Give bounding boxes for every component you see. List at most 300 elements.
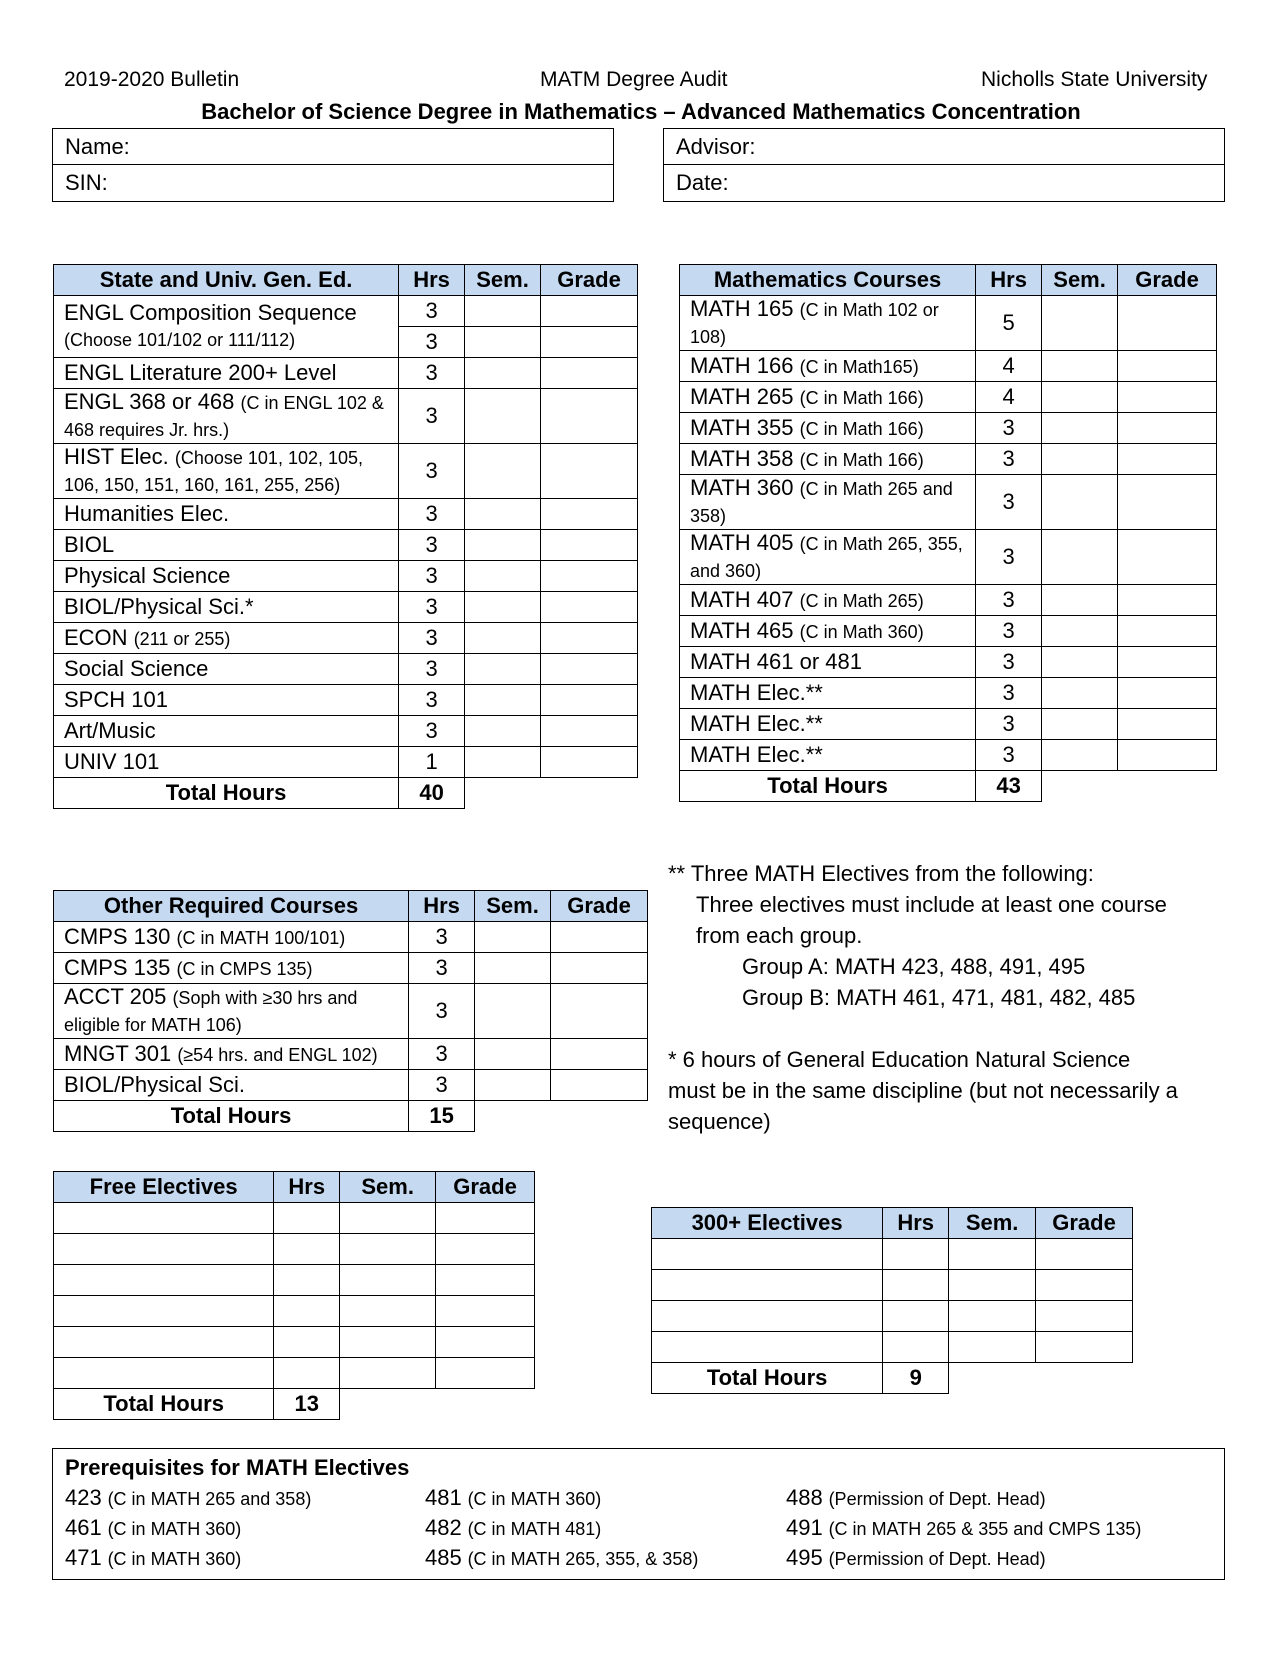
upper-grade-cell[interactable] — [1036, 1270, 1133, 1301]
gened-grade-cell[interactable] — [541, 389, 638, 444]
gened-hrs-cell: 3 — [399, 592, 465, 623]
table-row — [54, 358, 638, 389]
gened-course-cell — [54, 499, 399, 530]
gened-grade-cell[interactable] — [541, 685, 638, 716]
math-grade-cell[interactable] — [1118, 740, 1217, 771]
gened-grade-cell[interactable] — [541, 296, 638, 327]
free-grade-cell[interactable] — [436, 1358, 535, 1389]
other-header-course: Other Required Courses — [54, 891, 409, 922]
free-grade-cell[interactable] — [436, 1265, 535, 1296]
course-name: MATH 358 — [690, 446, 794, 471]
gened-sem-cell[interactable] — [465, 592, 541, 623]
course-note: (C in Math165) — [799, 357, 919, 377]
table-row — [54, 1358, 535, 1389]
table-row — [652, 1301, 1133, 1332]
math-sem-cell[interactable] — [1042, 647, 1118, 678]
course-name: Physical Science — [64, 563, 231, 588]
other-course-cell — [54, 1070, 409, 1101]
math-course-cell — [680, 647, 976, 678]
course-note: (211 or 255) — [133, 629, 231, 649]
course-name: Art/Music — [64, 718, 156, 743]
upper-hrs-cell[interactable] — [883, 1301, 949, 1332]
table-row — [54, 1265, 535, 1296]
university-name: Nicholls State University — [981, 68, 1208, 91]
free-hrs-cell[interactable] — [274, 1203, 340, 1234]
gened-total-value: 40 — [399, 778, 465, 809]
gened-hrs-cell: 3 — [399, 654, 465, 685]
other-grade-cell[interactable] — [551, 1039, 648, 1070]
course-name: UNIV 101 — [64, 749, 160, 774]
free-hrs-cell[interactable] — [274, 1234, 340, 1265]
free-total-value: 13 — [274, 1389, 340, 1420]
prereq-course-number: 495 — [786, 1545, 823, 1570]
table-row — [680, 616, 1217, 647]
gened-sem-cell[interactable] — [465, 499, 541, 530]
prereq-course-number: 471 — [65, 1545, 102, 1570]
name-field[interactable]: Name: — [53, 129, 613, 165]
math-sem-cell[interactable] — [1042, 351, 1118, 382]
free-grade-cell[interactable] — [436, 1234, 535, 1265]
gened-grade-cell[interactable] — [541, 530, 638, 561]
total-row — [680, 771, 1217, 802]
gened-grade-cell[interactable] — [541, 561, 638, 592]
course-name: ENGL 368 or 468 — [64, 389, 235, 414]
free-hrs-cell[interactable] — [274, 1296, 340, 1327]
math-grade-cell[interactable] — [1118, 709, 1217, 740]
table-row — [54, 953, 648, 984]
gened-course-cell — [54, 747, 399, 778]
course-note: (C in Math 166) — [799, 419, 924, 439]
gened-grade-cell[interactable] — [541, 623, 638, 654]
course-note: (C in ENGL 102 & 468 requires Jr. hrs.) — [64, 393, 384, 440]
table-row — [54, 984, 648, 1039]
course-note: (C in Math 360) — [799, 622, 924, 642]
course-note: (C in Math 102 or 108) — [690, 300, 939, 347]
course-name: MATH 465 — [690, 618, 794, 643]
prereq-requirement: (C in MATH 360) — [107, 1549, 242, 1569]
prereq-item — [425, 1485, 601, 1511]
math-sem-cell[interactable] — [1042, 444, 1118, 475]
course-name: HIST Elec. — [64, 444, 169, 469]
table-row — [680, 296, 1217, 351]
math-sem-cell[interactable] — [1042, 530, 1118, 585]
math-hrs-cell: 3 — [976, 740, 1042, 771]
gened-hrs-cell: 3 — [399, 685, 465, 716]
prereq-course-number: 482 — [425, 1515, 462, 1540]
prereq-requirement: (C in MATH 360) — [107, 1519, 242, 1539]
other-grade-cell[interactable] — [551, 953, 648, 984]
free-electives-table — [53, 1171, 535, 1420]
math-course-cell — [680, 616, 976, 647]
course-note: (Soph with ≥30 hrs and eligible for MATH 106) — [64, 988, 358, 1035]
table-row — [54, 444, 638, 499]
upper-hrs-cell[interactable] — [883, 1332, 949, 1363]
math-grade-cell[interactable] — [1118, 444, 1217, 475]
math-sem-cell[interactable] — [1042, 585, 1118, 616]
free-course-cell[interactable] — [54, 1358, 274, 1389]
prereq-item — [65, 1545, 241, 1571]
electives-note-line3: from each group. — [696, 923, 863, 948]
upper-grade-cell[interactable] — [1036, 1332, 1133, 1363]
prereq-item — [425, 1515, 601, 1541]
gened-header-grade: Grade — [541, 265, 638, 296]
course-name: ACCT 205 — [64, 984, 167, 1009]
other-course-cell — [54, 1039, 409, 1070]
gened-course-cell — [54, 296, 399, 358]
gened-sem-cell[interactable] — [465, 561, 541, 592]
math-hrs-cell: 3 — [976, 709, 1042, 740]
math-grade-cell[interactable] — [1118, 530, 1217, 585]
table-row — [54, 654, 638, 685]
other-grade-cell[interactable] — [551, 1070, 648, 1101]
gened-grade-cell[interactable] — [541, 358, 638, 389]
table-row — [680, 709, 1217, 740]
page-title: Bachelor of Science Degree in Mathematics – Advanced Mathematics Concentration — [201, 99, 1081, 124]
math-hrs-cell: 3 — [976, 678, 1042, 709]
course-name: MATH 360 — [690, 475, 794, 500]
upper-course-cell[interactable] — [652, 1301, 883, 1332]
math-sem-cell[interactable] — [1042, 413, 1118, 444]
upper-header-grade: Grade — [1036, 1208, 1133, 1239]
other-sem-cell[interactable] — [475, 1039, 551, 1070]
math-hrs-cell: 3 — [976, 475, 1042, 530]
course-note: (C in CMPS 135) — [176, 959, 313, 979]
table-row — [680, 475, 1217, 530]
math-grade-cell[interactable] — [1118, 475, 1217, 530]
other-course-cell — [54, 984, 409, 1039]
advisor-info-box — [663, 128, 1225, 202]
other-hrs-cell: 3 — [409, 1070, 475, 1101]
free-grade-cell[interactable] — [436, 1327, 535, 1358]
math-sem-cell[interactable] — [1042, 616, 1118, 647]
gened-sem-cell[interactable] — [465, 358, 541, 389]
table-row — [54, 1039, 648, 1070]
gened-sem-cell[interactable] — [465, 685, 541, 716]
upper-grade-cell[interactable] — [1036, 1301, 1133, 1332]
gened-sem-cell[interactable] — [465, 747, 541, 778]
math-table — [679, 264, 1217, 802]
math-grade-cell[interactable] — [1118, 678, 1217, 709]
course-name: MATH 461 or 481 — [690, 649, 863, 674]
other-grade-cell[interactable] — [551, 984, 648, 1039]
upper-total-value: 9 — [883, 1363, 949, 1394]
gened-hrs-cell: 1 — [399, 747, 465, 778]
math-hrs-cell: 3 — [976, 413, 1042, 444]
upper-grade-cell[interactable] — [1036, 1239, 1133, 1270]
gened-hrs-cell: 3 — [399, 623, 465, 654]
gened-hrs-cell: 3 — [399, 716, 465, 747]
course-name: BIOL — [64, 532, 115, 557]
electives-note — [668, 858, 1167, 1013]
math-sem-cell[interactable] — [1042, 475, 1118, 530]
course-note: (C in Math 265, 355, and 360) — [690, 534, 963, 581]
course-name: MATH 265 — [690, 384, 794, 409]
upper-sem-cell[interactable] — [949, 1332, 1036, 1363]
math-grade-cell[interactable] — [1118, 351, 1217, 382]
total-row — [652, 1363, 1133, 1394]
math-sem-cell[interactable] — [1042, 382, 1118, 413]
upper-header-hrs: Hrs — [883, 1208, 949, 1239]
course-name: Social Science — [64, 656, 209, 681]
bulletin-year: 2019-2020 Bulletin — [64, 68, 240, 91]
course-name: CMPS 135 — [64, 955, 171, 980]
math-sem-cell[interactable] — [1042, 296, 1118, 351]
group-a-note: Group A: MATH 423, 488, 491, 495 — [742, 954, 1086, 979]
math-total-value: 43 — [976, 771, 1042, 802]
gened-course-cell — [54, 389, 399, 444]
course-name: BIOL/Physical Sci.* — [64, 594, 254, 619]
math-course-cell — [680, 585, 976, 616]
prereq-item — [786, 1485, 1046, 1511]
table-row — [54, 1234, 535, 1265]
table-row — [680, 585, 1217, 616]
table-row — [680, 530, 1217, 585]
prereq-course-number: 488 — [786, 1485, 823, 1510]
gened-sem-cell[interactable] — [465, 716, 541, 747]
math-hrs-cell: 3 — [976, 530, 1042, 585]
math-grade-cell[interactable] — [1118, 296, 1217, 351]
advisor-field[interactable]: Advisor: — [664, 129, 1224, 165]
math-grade-cell[interactable] — [1118, 382, 1217, 413]
free-sem-cell[interactable] — [340, 1203, 436, 1234]
prereq-item — [786, 1545, 1046, 1571]
free-hrs-cell[interactable] — [274, 1265, 340, 1296]
gened-hrs-cell: 3 — [399, 530, 465, 561]
gened-grade-cell[interactable] — [541, 747, 638, 778]
prereq-requirement: (C in MATH 265 and 358) — [107, 1489, 312, 1509]
table-row — [54, 296, 638, 327]
prereq-course-number: 423 — [65, 1485, 102, 1510]
table-row — [680, 740, 1217, 771]
free-header-sem: Sem. — [340, 1172, 436, 1203]
gened-course-cell — [54, 530, 399, 561]
course-note: (C in Math 265) — [799, 591, 924, 611]
course-name: MATH 165 — [690, 296, 794, 321]
upper-hrs-cell[interactable] — [883, 1270, 949, 1301]
free-header-grade: Grade — [436, 1172, 535, 1203]
table-row — [54, 685, 638, 716]
table-row — [680, 647, 1217, 678]
free-course-cell[interactable] — [54, 1203, 274, 1234]
upper-sem-cell[interactable] — [949, 1301, 1036, 1332]
gened-table — [53, 264, 638, 809]
other-sem-cell[interactable] — [475, 984, 551, 1039]
upper-sem-cell[interactable] — [949, 1270, 1036, 1301]
table-row — [54, 561, 638, 592]
math-course-cell — [680, 351, 976, 382]
prereq-course-number: 481 — [425, 1485, 462, 1510]
course-note: (C in Math 166) — [799, 388, 924, 408]
free-grade-cell[interactable] — [436, 1203, 535, 1234]
table-row — [652, 1332, 1133, 1363]
table-row — [54, 1203, 535, 1234]
gened-sem-cell[interactable] — [465, 296, 541, 327]
gened-hrs-cell: 3 — [399, 327, 465, 358]
upper-electives-table — [651, 1207, 1133, 1394]
math-course-cell — [680, 444, 976, 475]
sin-field[interactable]: SIN: — [65, 170, 108, 195]
upper-course-cell[interactable] — [652, 1332, 883, 1363]
other-grade-cell[interactable] — [551, 922, 648, 953]
course-name: BIOL/Physical Sci. — [64, 1072, 245, 1097]
other-hrs-cell: 3 — [409, 1039, 475, 1070]
other-total-value: 15 — [409, 1101, 475, 1132]
prereq-course-number: 485 — [425, 1545, 462, 1570]
math-grade-cell[interactable] — [1118, 413, 1217, 444]
course-name: MATH Elec.** — [690, 680, 823, 705]
table-row — [652, 1270, 1133, 1301]
course-name: Humanities Elec. — [64, 501, 230, 526]
free-sem-cell[interactable] — [340, 1265, 436, 1296]
math-grade-cell[interactable] — [1118, 647, 1217, 678]
course-name: MATH 166 — [690, 353, 794, 378]
math-header-sem: Sem. — [1042, 265, 1118, 296]
prereq-requirement: (C in MATH 265 & 355 and CMPS 135) — [828, 1519, 1142, 1539]
upper-header-sem: Sem. — [949, 1208, 1036, 1239]
date-field[interactable]: Date: — [676, 170, 729, 195]
table-row — [54, 592, 638, 623]
free-header-course: Free Electives — [54, 1172, 274, 1203]
other-sem-cell[interactable] — [475, 1070, 551, 1101]
gened-sem-cell[interactable] — [465, 444, 541, 499]
upper-course-cell[interactable] — [652, 1270, 883, 1301]
course-name: MATH 355 — [690, 415, 794, 440]
course-note: (C in Math 265 and 358) — [690, 479, 953, 526]
table-row — [54, 747, 638, 778]
course-name: ECON — [64, 625, 128, 650]
free-course-cell[interactable] — [54, 1265, 274, 1296]
upper-sem-cell[interactable] — [949, 1239, 1036, 1270]
free-sem-cell[interactable] — [340, 1327, 436, 1358]
gened-course-cell — [54, 358, 399, 389]
gened-course-cell — [54, 444, 399, 499]
table-row — [652, 1239, 1133, 1270]
other-sem-cell[interactable] — [475, 922, 551, 953]
math-header-grade: Grade — [1118, 265, 1217, 296]
math-header-hrs: Hrs — [976, 265, 1042, 296]
gened-grade-cell[interactable] — [541, 716, 638, 747]
total-row — [54, 778, 638, 809]
free-course-cell[interactable] — [54, 1234, 274, 1265]
free-total-label: Total Hours — [54, 1389, 274, 1420]
math-course-cell — [680, 740, 976, 771]
other-hrs-cell: 3 — [409, 984, 475, 1039]
table-row — [54, 1070, 648, 1101]
table-row — [680, 444, 1217, 475]
upper-total-label: Total Hours — [652, 1363, 883, 1394]
math-hrs-cell: 3 — [976, 616, 1042, 647]
course-note: (C in MATH 100/101) — [176, 928, 346, 948]
course-name: ENGL Literature 200+ Level — [64, 360, 337, 385]
course-name: SPCH 101 — [64, 687, 168, 712]
math-course-cell — [680, 296, 976, 351]
gened-grade-cell[interactable] — [541, 327, 638, 358]
gened-sem-cell[interactable] — [465, 654, 541, 685]
math-grade-cell[interactable] — [1118, 616, 1217, 647]
science-note-line3: sequence) — [668, 1109, 771, 1134]
prereq-item — [65, 1485, 311, 1511]
math-sem-cell[interactable] — [1042, 678, 1118, 709]
free-hrs-cell[interactable] — [274, 1327, 340, 1358]
free-sem-cell[interactable] — [340, 1358, 436, 1389]
free-sem-cell[interactable] — [340, 1234, 436, 1265]
gened-header-sem: Sem. — [465, 265, 541, 296]
gened-course-cell — [54, 592, 399, 623]
course-name: MATH 405 — [690, 530, 794, 555]
math-sem-cell[interactable] — [1042, 740, 1118, 771]
math-hrs-cell: 3 — [976, 444, 1042, 475]
prereq-item — [65, 1515, 241, 1541]
gened-grade-cell[interactable] — [541, 654, 638, 685]
prereq-item — [786, 1515, 1141, 1541]
gened-sem-cell[interactable] — [465, 623, 541, 654]
table-row — [680, 413, 1217, 444]
math-sem-cell[interactable] — [1042, 709, 1118, 740]
free-hrs-cell[interactable] — [274, 1358, 340, 1389]
course-note: (C in Math 166) — [799, 450, 924, 470]
course-name: MNGT 301 — [64, 1041, 172, 1066]
other-sem-cell[interactable] — [475, 953, 551, 984]
math-grade-cell[interactable] — [1118, 585, 1217, 616]
table-row — [680, 678, 1217, 709]
math-header-course: Mathematics Courses — [680, 265, 976, 296]
other-total-label: Total Hours — [54, 1101, 409, 1132]
math-course-cell — [680, 413, 976, 444]
free-course-cell[interactable] — [54, 1327, 274, 1358]
electives-note-line1: ** Three MATH Electives from the following: — [668, 861, 1094, 886]
upper-course-cell[interactable] — [652, 1239, 883, 1270]
course-name: MATH Elec.** — [690, 742, 823, 767]
gened-total-label: Total Hours — [54, 778, 399, 809]
other-course-cell — [54, 953, 409, 984]
free-grade-cell[interactable] — [436, 1296, 535, 1327]
course-name: ENGL Composition Sequence — [64, 300, 357, 325]
gened-grade-cell[interactable] — [541, 499, 638, 530]
gened-sem-cell[interactable] — [465, 530, 541, 561]
electives-note-line2: Three electives must include at least one course — [696, 892, 1167, 917]
science-note — [668, 1044, 1178, 1137]
gened-sem-cell[interactable] — [465, 389, 541, 444]
gened-grade-cell[interactable] — [541, 444, 638, 499]
other-header-sem: Sem. — [475, 891, 551, 922]
gened-sem-cell[interactable] — [465, 327, 541, 358]
free-sem-cell[interactable] — [340, 1296, 436, 1327]
other-course-cell — [54, 922, 409, 953]
free-course-cell[interactable] — [54, 1296, 274, 1327]
other-header-grade: Grade — [551, 891, 648, 922]
course-name: MATH Elec.** — [690, 711, 823, 736]
other-header-hrs: Hrs — [409, 891, 475, 922]
total-row — [54, 1389, 535, 1420]
course-note: (Choose 101, 102, 105, 106, 150, 151, 160, 161, 255, 256) — [64, 448, 364, 495]
table-row — [54, 499, 638, 530]
science-note-line2: must be in the same discipline (but not necessarily a — [668, 1078, 1178, 1103]
student-info-box — [52, 128, 614, 202]
prerequisites-title: Prerequisites for MATH Electives — [65, 1455, 410, 1480]
gened-course-cell — [54, 716, 399, 747]
gened-hrs-cell: 3 — [399, 296, 465, 327]
table-row — [54, 1296, 535, 1327]
gened-hrs-cell: 3 — [399, 389, 465, 444]
math-hrs-cell: 4 — [976, 351, 1042, 382]
course-name: MATH 407 — [690, 587, 794, 612]
course-note: (≥54 hrs. and ENGL 102) — [177, 1045, 378, 1065]
free-header-hrs: Hrs — [274, 1172, 340, 1203]
gened-grade-cell[interactable] — [541, 592, 638, 623]
upper-hrs-cell[interactable] — [883, 1239, 949, 1270]
math-course-cell — [680, 382, 976, 413]
gened-header-course: State and Univ. Gen. Ed. — [54, 265, 399, 296]
